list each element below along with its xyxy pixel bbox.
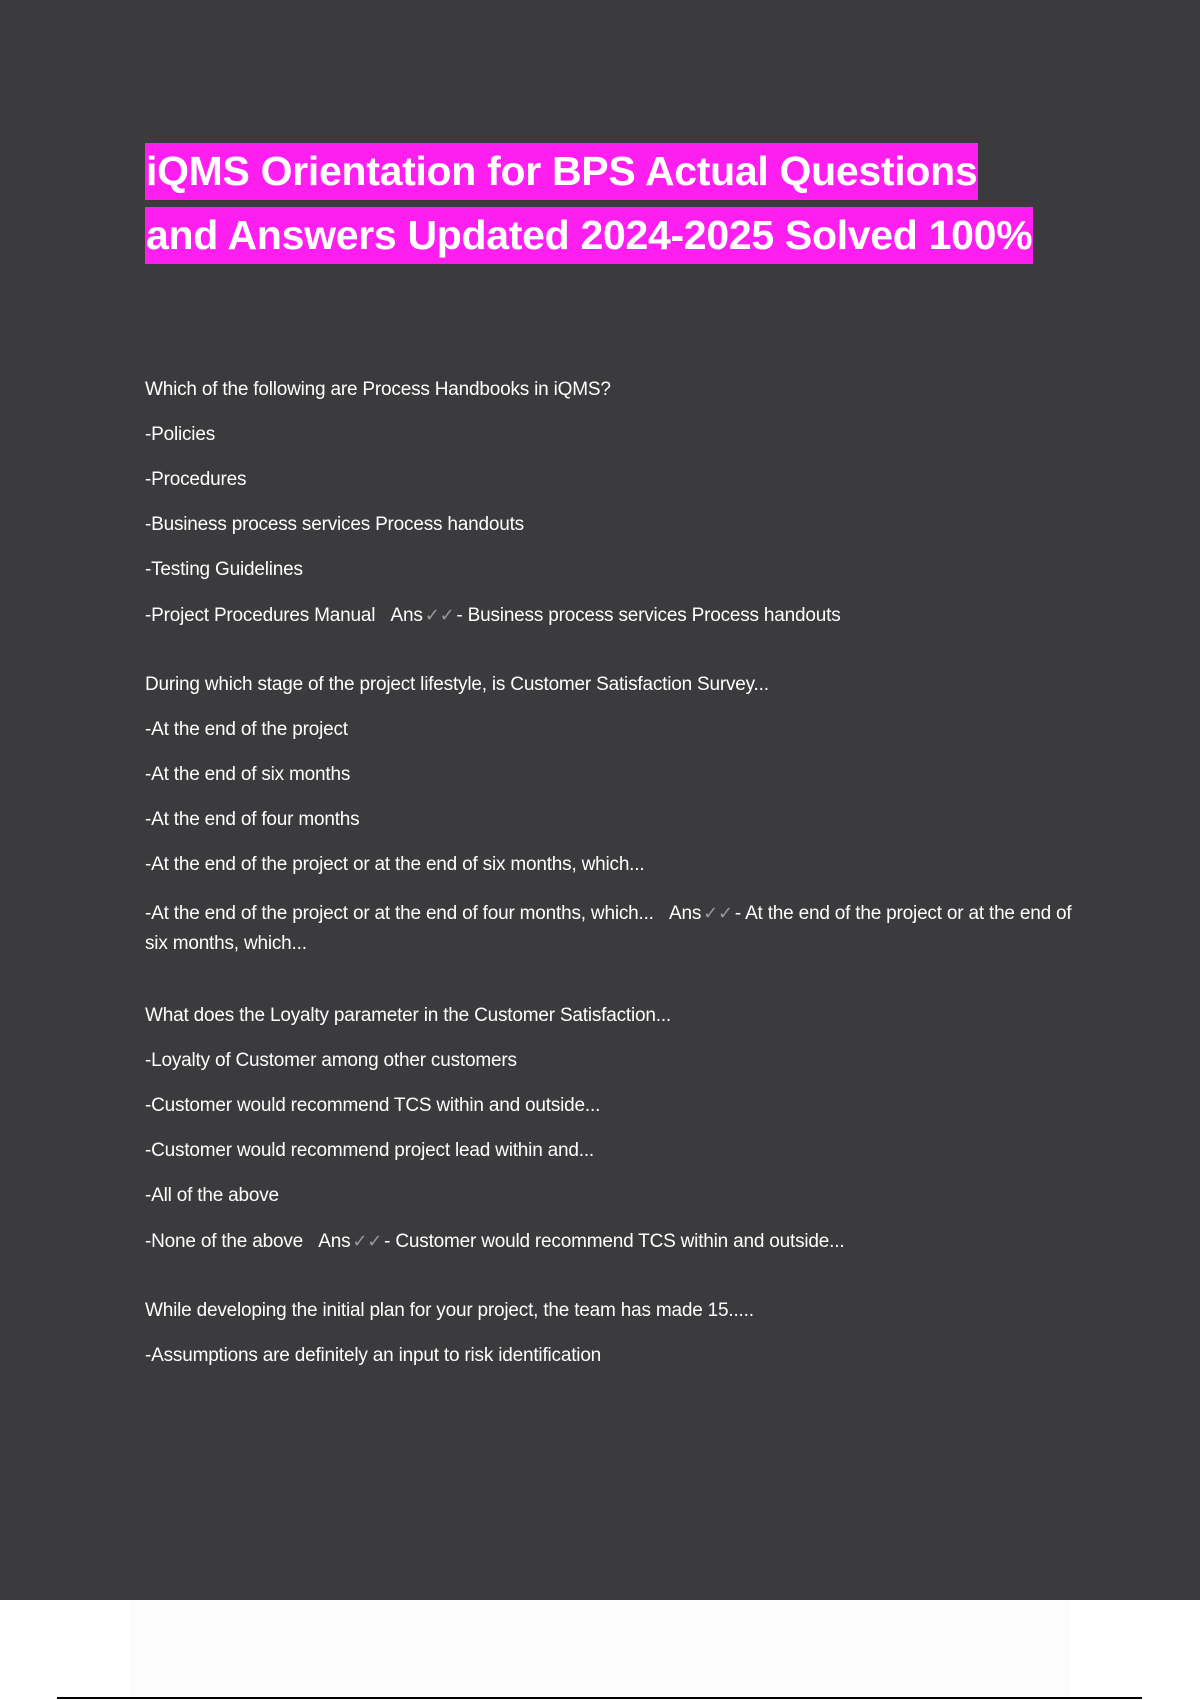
question-block bbox=[145, 378, 1085, 628]
answer-option-with-answer bbox=[145, 1229, 1085, 1254]
answer-option: -Assumptions are definitely an input to risk identification bbox=[145, 1345, 602, 1366]
ans-label: Ans bbox=[390, 605, 423, 626]
title-line-1: iQMS Orientation for BPS Actual Questions bbox=[145, 143, 978, 200]
question-block bbox=[145, 1004, 1085, 1254]
title-line-2: and Answers Updated 2024-2025 Solved 100% bbox=[145, 207, 1033, 264]
answer-option: -At the end of six months bbox=[145, 764, 351, 785]
document-title bbox=[145, 143, 1125, 271]
double-check-icon: ✓✓ bbox=[703, 903, 733, 923]
answer-option: -Business process services Process handouts bbox=[145, 514, 524, 535]
answer-option: -Customer would recommend project lead within and... bbox=[145, 1140, 594, 1161]
answer-option: -Loyalty of Customer among other customers bbox=[145, 1050, 517, 1071]
answer-option: -At the end of four months bbox=[145, 809, 360, 830]
question-block bbox=[145, 1299, 1085, 1368]
page-divider bbox=[57, 1697, 1142, 1699]
answer-option-with-answer bbox=[145, 898, 1085, 959]
answer-option: -At the end of the project or at the end of four months, which... bbox=[145, 903, 654, 924]
ans-label: Ans bbox=[318, 1231, 351, 1252]
correct-answer: - Business process services Process handouts bbox=[456, 605, 841, 626]
correct-answer: - Customer would recommend TCS within and outside... bbox=[384, 1231, 845, 1252]
answer-option: -Testing Guidelines bbox=[145, 559, 303, 580]
question-text: While developing the initial plan for your project, the team has made 15..... bbox=[145, 1300, 754, 1321]
ans-label: Ans bbox=[669, 903, 702, 924]
answer-option: -Project Procedures Manual bbox=[145, 605, 376, 626]
question-text: What does the Loyalty parameter in the Customer Satisfaction... bbox=[145, 1005, 671, 1026]
answer-option: -At the end of the project or at the end of six months, which... bbox=[145, 854, 645, 875]
question-text: Which of the following are Process Handbooks in iQMS? bbox=[145, 379, 611, 400]
question-text: During which stage of the project lifestyle, is Customer Satisfaction Survey... bbox=[145, 674, 769, 695]
double-check-icon: ✓✓ bbox=[352, 1231, 383, 1251]
answer-option: -Policies bbox=[145, 424, 215, 445]
answer-option-with-answer bbox=[145, 603, 1085, 628]
page-footer-area bbox=[130, 1600, 1070, 1695]
correct-answer: - At the end of the project or at the end of six months, which... bbox=[145, 903, 1072, 954]
answer-option: -All of the above bbox=[145, 1185, 279, 1206]
answer-option: -None of the above bbox=[145, 1231, 304, 1252]
double-check-icon: ✓✓ bbox=[424, 605, 455, 625]
answer-option: -Procedures bbox=[145, 469, 247, 490]
answer-option: -Customer would recommend TCS within and outside... bbox=[145, 1095, 601, 1116]
answer-option: -At the end of the project bbox=[145, 719, 348, 740]
question-list bbox=[145, 378, 1085, 1413]
question-block bbox=[145, 673, 1085, 959]
